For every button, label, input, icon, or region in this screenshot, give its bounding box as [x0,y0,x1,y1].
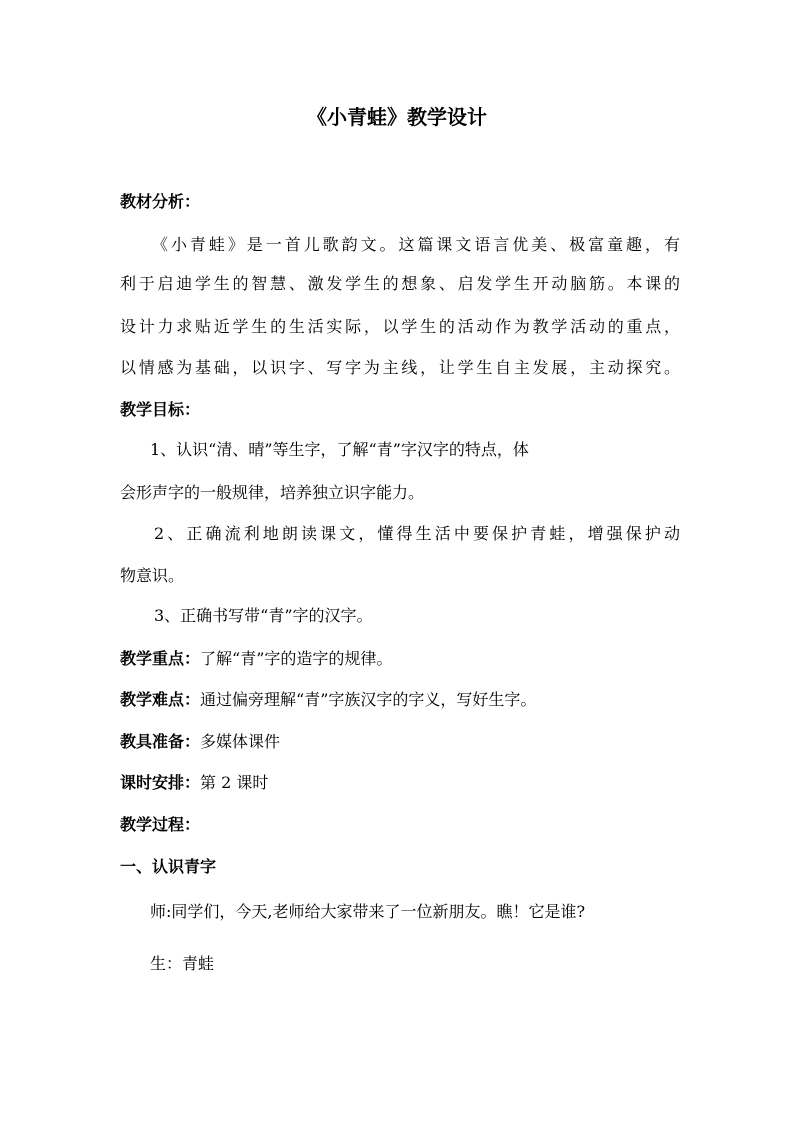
student-line: 生：青蛙 [150,954,215,973]
key-point-value: 了解“青”字的造字的规律。 [200,649,393,668]
process-heading: 教学过程： [120,815,201,834]
tools-label: 教具准备： [120,732,201,751]
process-section-1: 一、认识青字 [120,857,217,876]
objective-1-line-2: 会形声字的一般规律，培养独立识字能力。 [120,483,425,502]
tools-value: 多媒体课件 [200,732,281,751]
schedule-label: 课时安排： [120,773,201,792]
objective-3: 3、正确书写带“青”字的汉字。 [154,606,373,625]
objective-2-line-2: 物意识。 [120,566,185,585]
difficulty-label: 教学难点： [120,690,201,709]
key-point [120,647,680,671]
schedule-value: 第 2 课时 [200,773,269,792]
difficulty [120,688,680,712]
material-analysis-line-1: 《小青蛙》是一首儿歌韵文。这篇课文语言优美、极富童趣，有 [152,235,680,254]
objective-2-line-1: 2、正确流利地朗读课文，懂得生活中要保护青蛙，增强保护动 [154,524,680,543]
teacher-line: 师:同学们，今天,老师给大家带来了一位新朋友。瞧！它是谁? [150,902,586,921]
schedule [120,771,680,795]
key-point-label: 教学重点： [120,649,201,668]
objective-1-line-1: 1、认识“清、晴”等生字，了解“青”字汉字的特点，体 [150,440,529,459]
material-analysis-line-4: 以情感为基础，以识字、写字为主线，让学生自主发展，主动探究。 [120,358,680,377]
difficulty-value: 通过偏旁理解“青”字族汉字的字义，写好生字。 [200,690,537,709]
material-analysis-heading: 教材分析： [120,192,201,211]
material-analysis-line-2: 利于启迪学生的智慧、激发学生的想象、启发学生开动脑筋。本课的 [120,274,680,293]
document-title: 《小青蛙》教学设计 [307,105,487,129]
material-analysis-line-3: 设计力求贴近学生的生活实际，以学生的活动作为教学活动的重点， [120,317,680,336]
tools [120,730,680,754]
objectives-heading: 教学目标： [120,400,201,419]
